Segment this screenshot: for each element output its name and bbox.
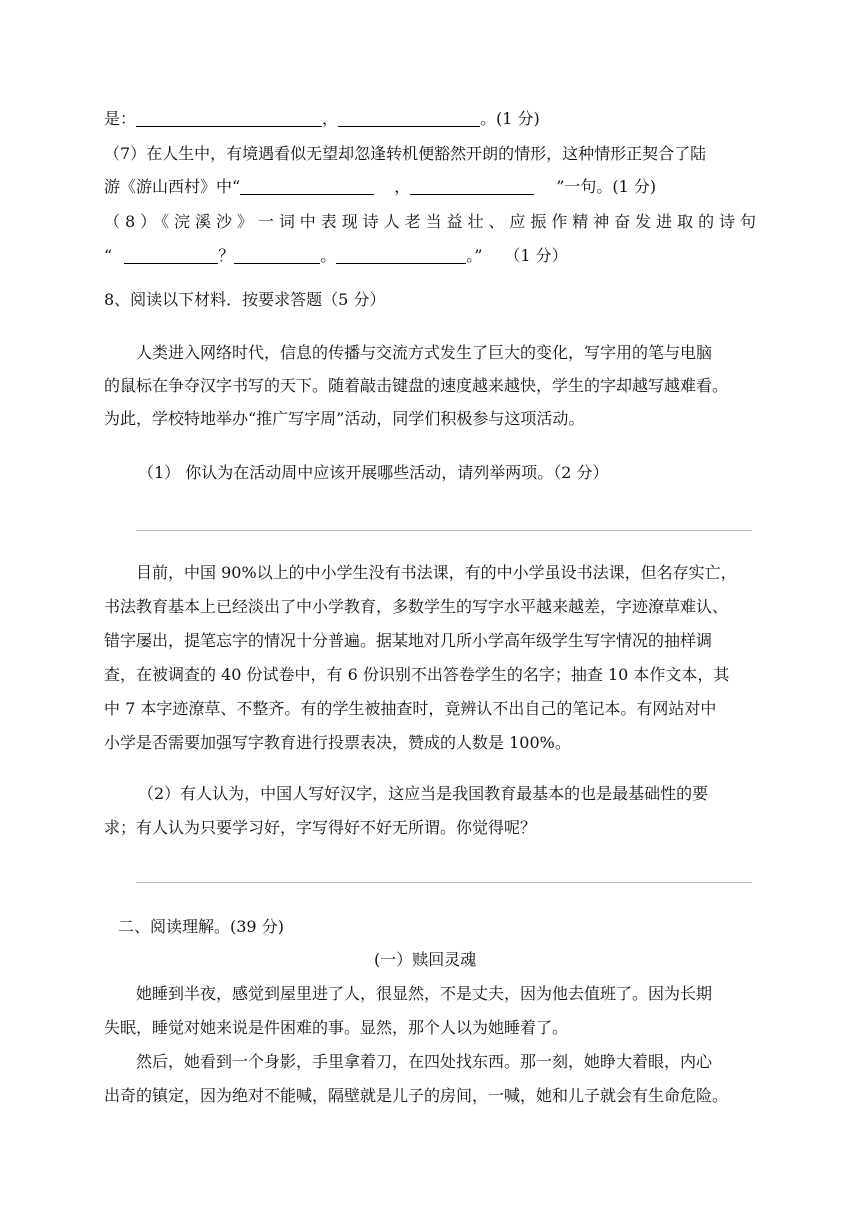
- q7-line1: （7）在人生中，有境遇看似无望却忽逢转机便豁然开朗的情形，这种情形正契合了陆: [104, 144, 707, 163]
- q8-para2-line: 错字屡出，提笔忘字的情况十分普遍。据某地对几所小学高年级学生写字情况的抽样调: [104, 631, 713, 650]
- q8-para2-line: 中 7 本字迹潦草、不整齐。有的学生被抽查时，竟辨认不出自己的笔记本。有网站对中: [104, 699, 717, 718]
- section-heading: 二、阅读理解。(39 分): [118, 917, 284, 936]
- q8-para1-line: 的鼠标在争夺汉字书写的天下。随着敲击键盘的速度越来越快，学生的字却越写越难看。: [104, 376, 729, 395]
- answer-blank[interactable]: [124, 245, 218, 264]
- answer-blank[interactable]: [234, 245, 320, 264]
- answer-blank[interactable]: [336, 245, 466, 264]
- q8-poem-text-a: “: [104, 246, 113, 265]
- article-para2-line: 然后，她看到一个身影，手里拿着刀，在四处找东西。那一刻，她睁大着眼，内心: [136, 1052, 713, 1071]
- answer-line[interactable]: [136, 882, 752, 883]
- q8-poem-text-b: ？: [218, 246, 235, 265]
- q8-poem-line1: （8）《浣溪沙》一词中表现诗人老当益壮、应振作精神奋发进取的诗句: [104, 212, 756, 231]
- q7-text-b: ，: [394, 177, 411, 196]
- q8-para1-line: 为此，学校特地举办“推广写字周”活动，同学们积极参与这项活动。: [104, 409, 585, 428]
- q6-end: 。(1 分): [480, 109, 540, 128]
- q8-poem-text-d: 。”: [466, 246, 483, 265]
- article-para1-line: 她睡到半夜，感觉到屋里进了人，很显然，不是丈夫，因为他去值班了。因为长期: [136, 984, 713, 1003]
- answer-blank[interactable]: [410, 176, 534, 195]
- q8-poem-text-c: 。: [320, 246, 337, 265]
- q6-sep: ，: [322, 109, 339, 128]
- q8-para2-line: 小学是否需要加强写字教育进行投票表决，赞成的人数是 100%。: [104, 733, 571, 752]
- q7-text-a: 游《游山西村》中“: [104, 177, 241, 196]
- q8-heading: 8、阅读以下材料．按要求答题（5 分）: [104, 290, 386, 309]
- q8-para1-line: 人类进入网络时代，信息的传播与交流方式发生了巨大的变化，写字用的笔与电脑: [136, 343, 713, 362]
- q8-sub1: （1） 你认为在活动周中应该开展哪些活动，请列举两项。（2 分）: [138, 463, 609, 482]
- q8-poem-text-e: （1 分）: [504, 246, 568, 265]
- q6-answer-line: [104, 108, 540, 130]
- answer-line[interactable]: [136, 530, 752, 531]
- q8-sub2-line: （2）有人认为，中国人写好汉字，这应当是我国教育最基本的也是最基础性的要: [138, 784, 709, 803]
- q7-text-c: ”一句。(1 分): [556, 177, 657, 196]
- q7-line2: [104, 176, 656, 198]
- article-title: (一）赎回灵魂: [374, 950, 477, 969]
- q8-para2-line: 查，在被调查的 40 份试卷中，有 6 份识别不出答卷学生的名字；抽查 10 本作文本，其: [104, 665, 730, 684]
- answer-blank[interactable]: [338, 108, 480, 127]
- answer-blank[interactable]: [136, 108, 322, 127]
- q8-para2-line: 目前，中国 90%以上的中小学生没有书法课，有的中小学虽设书法课，但名存实亡，: [136, 563, 737, 582]
- article-para1-line: 失眠，睡觉对她来说是件困难的事。显然，那个人以为她睡着了。: [104, 1018, 569, 1037]
- q8-sub2-line: 求；有人认为只要学习好，字写得好不好无所谓。你觉得呢？: [104, 818, 537, 837]
- q6-prefix: 是：: [104, 109, 137, 128]
- q8-para2-line: 书法教育基本上已经淡出了中小学教育，多数学生的写字水平越来越差，字迹潦草难认、: [104, 597, 729, 616]
- q8-poem-line2: [104, 245, 568, 267]
- answer-blank[interactable]: [240, 176, 374, 195]
- article-para2-line: 出奇的镇定，因为绝对不能喊，隔壁就是儿子的房间，一喊，她和儿子就会有生命危险。: [104, 1086, 729, 1105]
